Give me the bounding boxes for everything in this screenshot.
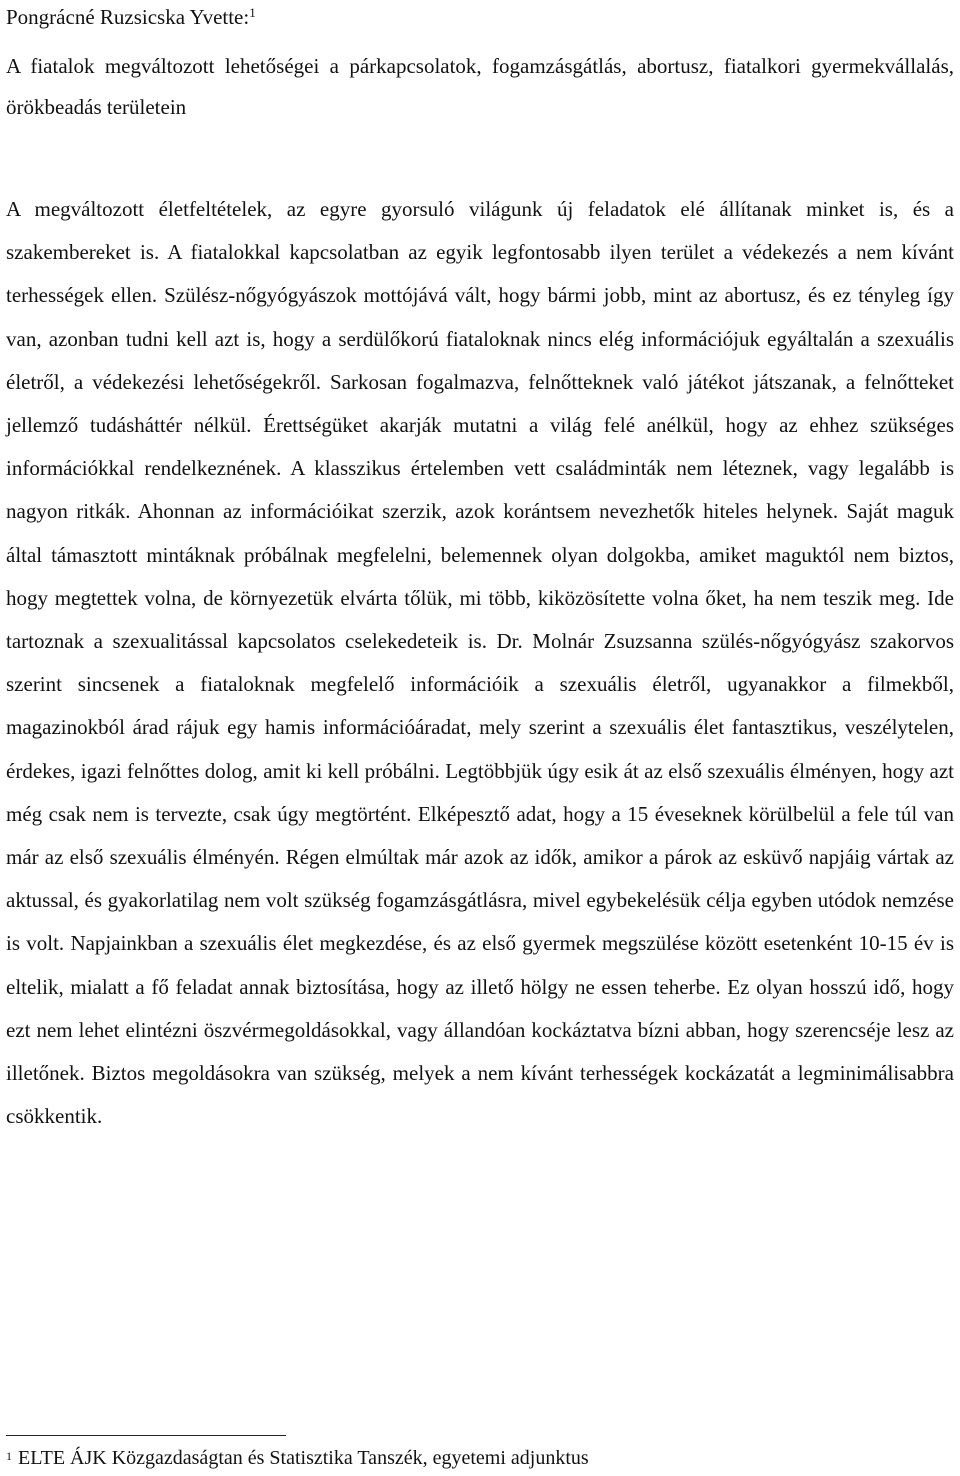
footnote-separator xyxy=(6,1435,286,1436)
footnote-reference-marker: 1 xyxy=(249,5,256,20)
footnote-marker: 1 xyxy=(6,1449,12,1463)
footnote xyxy=(6,1445,589,1471)
body-paragraph: A megváltozott életfeltételek, az egyre gyorsuló világunk új feladatok elé állítanak minket is, és a szakembereket is. A fiatalokkal kapcsolatban az egyik legfontosabb ilyen terület a védekezés a nem kívánt terhességek ellen. Szülész-nőgyógyászok mottójává vált, hogy bármi jobb, mint az abortusz, és ez tényleg így van, azonban tudni kell azt is, hogy a serdülőkorú fiataloknak nincs elég információjuk egyáltalán a szexuális életről, a védekezési lehetőségekről. Sarkosan fogalmazva, felnőtteknek való játékot játszanak, a felnőtteket jellemző tudásháttér nélkül. Érettségüket akarják mutatni a világ felé anélkül, hogy az ehhez szükséges információkkal rendelkeznének. A klasszikus értelemben vett családminták nem léteznek, vagy legalább is nagyon ritkák. Ahonnan az információikat szerzik, azok korántsem nevezhetők hiteles helynek. Saját maguk által támasztott mintáknak próbálnak megfelelni, belemennek olyan dolgokba, amiket maguktól nem biztos, hogy megtettek volna, de környezetük elvárta tőlük, mi több, kiközösítette volna őket, ha nem teszik meg. Ide tartoznak a szexualitással kapcsolatos cselekedeteik is. Dr. Molnár Zsuzsanna szülés-nőgyógyász szakorvos szerint sincsenek a fiataloknak megfelelő információik a szexuális életről, ugyanakkor a filmekből, magazinokból árad rájuk egy hamis információáradat, mely szerint a szexuális élet fantasztikus, veszélytelen, érdekes, igazi felnőttes dolog, amit ki kell próbálni. Legtöbbjük úgy esik át az első szexuális élményen, hogy azt még csak nem is tervezte, csak úgy megtörtént. Elképesztő adat, hogy a 15 éveseknek körülbelül a fele túl van már az első szexuális élményén. Régen elmúltak már azok az idők, amikor a párok az esküvő napjáig vártak az aktussal, és gyakorlatilag nem volt szükség fogamzásgátlásra, mivel egybekelésük célja egyben utódok nemzése is volt. Napjainkban a szexuális élet megkezdése, és az első gyermek megszülése között esetenként 10-15 év is eltelik, mialatt a fő feladat annak biztosítása, hogy az illető hölgy ne essen teherbe. Ez olyan hosszú idő, hogy ezt nem lehet elintézni öszvérmegoldásokkal, vagy állandóan kockáztatva bízni abban, hogy szerencséje lesz az illetőnek. Biztos megoldásokra van szükség, melyek a nem kívánt terhességek kockázatát a legminimálisabbra csökkentik. xyxy=(6,197,954,1129)
author-name: Pongrácné Ruzsicska Yvette: xyxy=(6,5,250,29)
author-line xyxy=(6,4,256,30)
document-title: A fiatalok megváltozott lehetőségei a párkapcsolatok, fogamzásgátlás, abortusz, fiatalkori gyermekvállalás, örökbeadás területein xyxy=(6,54,954,119)
footnote-text: ELTE ÁJK Közgazdaságtan és Statisztika Tanszék, egyetemi adjunktus xyxy=(18,1447,589,1469)
